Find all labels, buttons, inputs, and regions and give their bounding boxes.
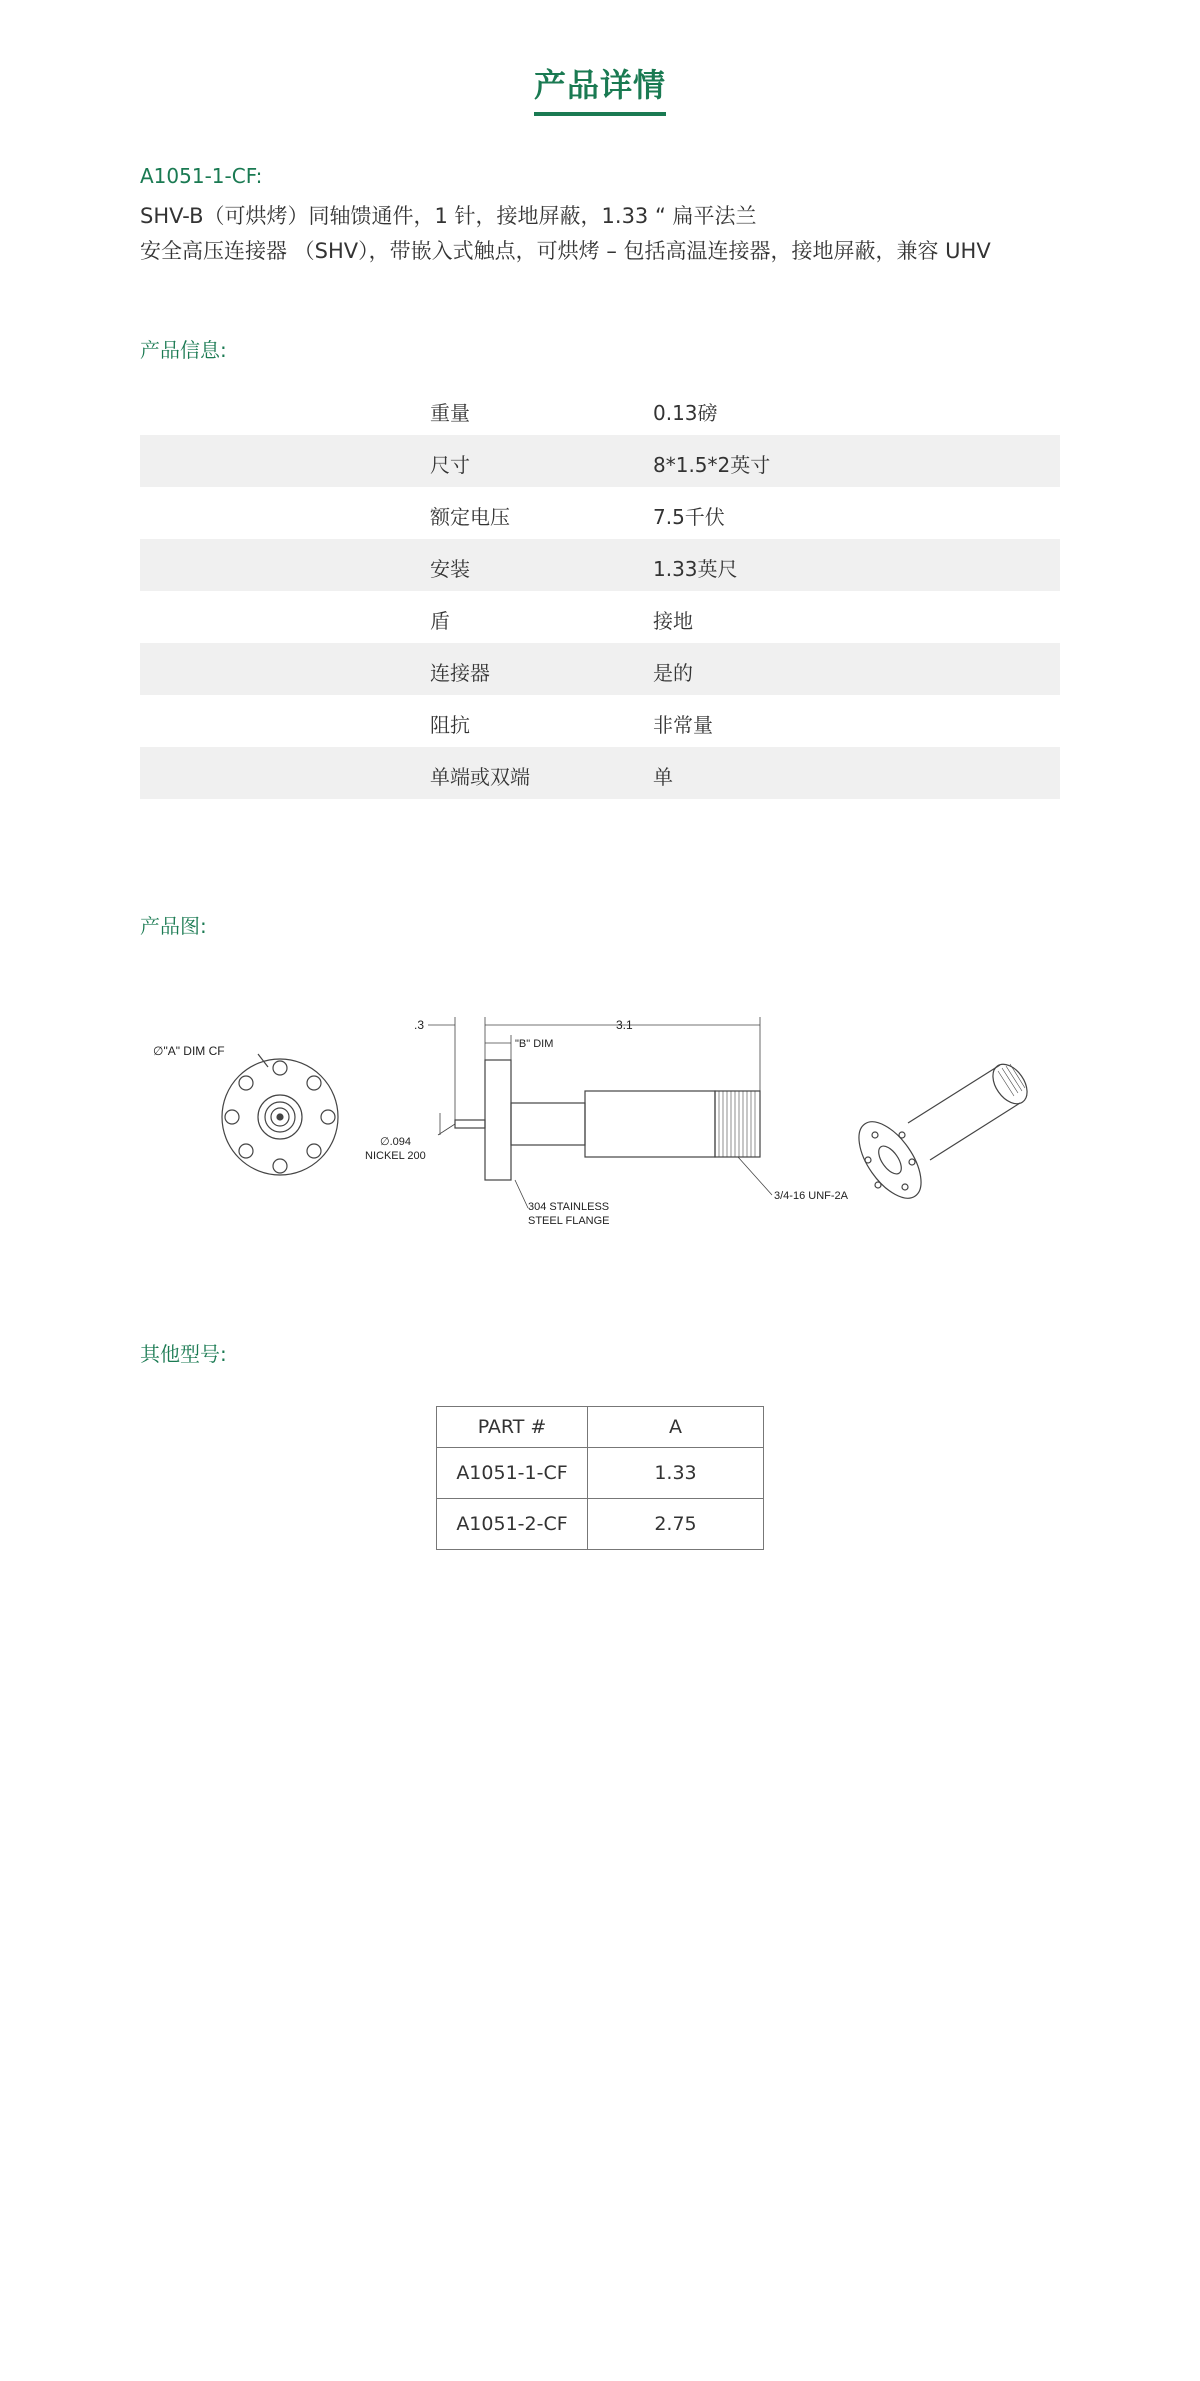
spec-key: 连接器 [430,661,490,685]
column-header-a: A [588,1407,764,1448]
dim-a-label: ∅"A" DIM CF [153,1044,225,1058]
spec-value: 非常量 [653,713,713,737]
column-header-part: PART # [437,1407,588,1448]
spec-value: 0.13磅 [653,401,718,425]
spec-value: 7.5千伏 [653,505,725,529]
page-title [0,60,1200,116]
a-value-cell: 2.75 [588,1499,764,1550]
feedthrough-isometric-view [847,1058,1034,1209]
spec-key: 阻抗 [430,713,470,737]
thread-spec-label: 3/4-16 UNF-2A [774,1190,848,1202]
flange-material-label-2: STEEL FLANGE [528,1215,610,1227]
intro-line-1: SHV-B（可烘烤）同轴馈通件，1 针，接地屏蔽，1.33 “ 扁平法兰 [140,204,757,228]
intro-line-2: 安全高压连接器 （SHV），带嵌入式触点，可烘烤 – 包括高温连接器，接地屏蔽，兼容 UHV [140,239,991,263]
spec-row [140,539,1060,591]
pin-diameter-label: ∅.094 [380,1136,411,1148]
page-title-text: 产品详情 [534,60,666,116]
part-number-cell: A1051-1-CF [437,1448,588,1499]
spec-row [140,383,1060,435]
table-row [437,1499,764,1550]
flange-front-view [222,1054,338,1175]
product-drawing-heading: 产品图: [140,914,207,938]
spec-row [140,591,1060,643]
spec-key: 盾 [430,609,450,633]
spec-key: 尺寸 [430,453,470,477]
spec-value: 接地 [653,609,693,633]
spec-value: 单 [653,765,673,789]
spec-key: 重量 [430,401,470,425]
part-number-cell: A1051-2-CF [437,1499,588,1550]
other-models-heading: 其他型号: [140,1342,227,1366]
spec-row [140,695,1060,747]
spec-key: 额定电压 [430,505,510,529]
product-info-heading: 产品信息: [140,338,227,362]
spec-value: 是的 [653,661,693,685]
spec-table [140,383,1060,799]
pin-material-label: NICKEL 200 [365,1150,426,1162]
dim-31-label: 3.1 [616,1018,633,1032]
spec-row [140,643,1060,695]
table-header-row [437,1407,764,1448]
table-row [437,1448,764,1499]
product-drawing [140,995,1060,1245]
spec-row [140,435,1060,487]
dim-3-label: .3 [414,1018,425,1032]
spec-row [140,487,1060,539]
spec-key: 安装 [430,557,470,581]
dim-b-label: "B" DIM [515,1038,554,1050]
spec-row [140,747,1060,799]
flange-material-label-1: 304 STAINLESS [528,1201,610,1213]
model-label: A1051-1-CF: [140,164,263,188]
spec-value: 8*1.5*2英寸 [653,453,771,477]
feedthrough-side-view [428,1017,772,1208]
other-models-table [436,1406,764,1550]
spec-value: 1.33英尺 [653,557,738,581]
spec-key: 单端或双端 [430,765,530,789]
a-value-cell: 1.33 [588,1448,764,1499]
